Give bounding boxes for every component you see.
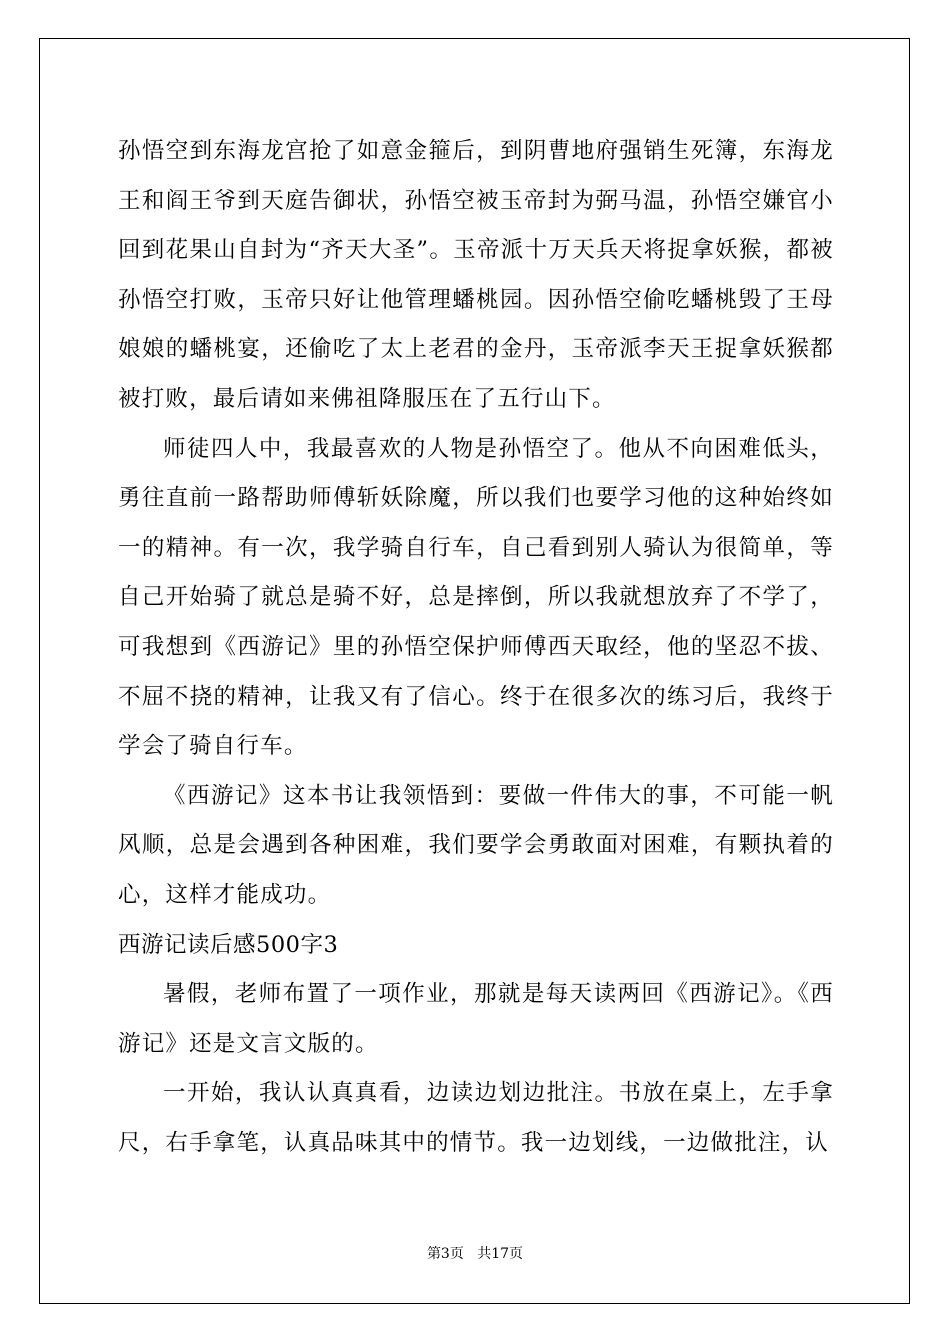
paragraph-3: 《西游记》这本书让我领悟到：要做一件伟大的事，不可能一帆风顺，总是会遇到各种困难，我们要学会勇敢面对困难，有颗执着的心，这样才能成功。	[118, 782, 834, 908]
page-footer	[0, 1244, 950, 1264]
paragraph-2: 师徒四人中，我最喜欢的人物是孙悟空了。他从不向困难低头，勇往直前一路帮助师傅斩妖除魔，所以我们也要学习他的这种始终如一的精神。有一次，我学骑自行车，自己看到别人骑认为很简单，等自己开始骑了就总是骑不好，总是摔倒，所以我就想放弃了不学了，可我想到《西游记》里的孙悟空保护师傅西天取经，他的坚忍不拔、不屈不挠的精神，让我又有了信心。终于在很多次的练习后，我终于学会了骑自行车。	[118, 435, 834, 760]
section-paragraph-1: 暑假，老师布置了一项作业，那就是每天读两回《西游记》。《西游记》还是文言文版的。	[118, 981, 834, 1057]
document-body	[118, 127, 834, 1168]
page-number: 第3页	[426, 1246, 464, 1262]
section-paragraph-2: 一开始，我认认真真看，边读边划边批注。书放在桌上，左手拿尺，右手拿笔，认真品味其中的情节。我一边划线，一边做批注，认	[118, 1080, 834, 1156]
paragraph-1: 孙悟空到东海龙宫抢了如意金箍后，到阴曹地府强销生死簿，东海龙王和阎王爷到天庭告御状，孙悟空被玉帝封为弼马温，孙悟空嫌官小回到花果山自封为“齐天大圣”。玉帝派十万天兵天将捉拿妖猴，都被孙悟空打败，玉帝只好让他管理蟠桃园。因孙悟空偷吃蟠桃毁了王母娘娘的蟠桃宴，还偷吃了太上老君的金丹，玉帝派李天王捉拿妖猴都被打败，最后请如来佛祖降服压在了五行山下。	[118, 138, 834, 412]
page-total: 共17页	[477, 1246, 524, 1262]
section-heading: 西游记读后感500字3	[118, 931, 339, 958]
